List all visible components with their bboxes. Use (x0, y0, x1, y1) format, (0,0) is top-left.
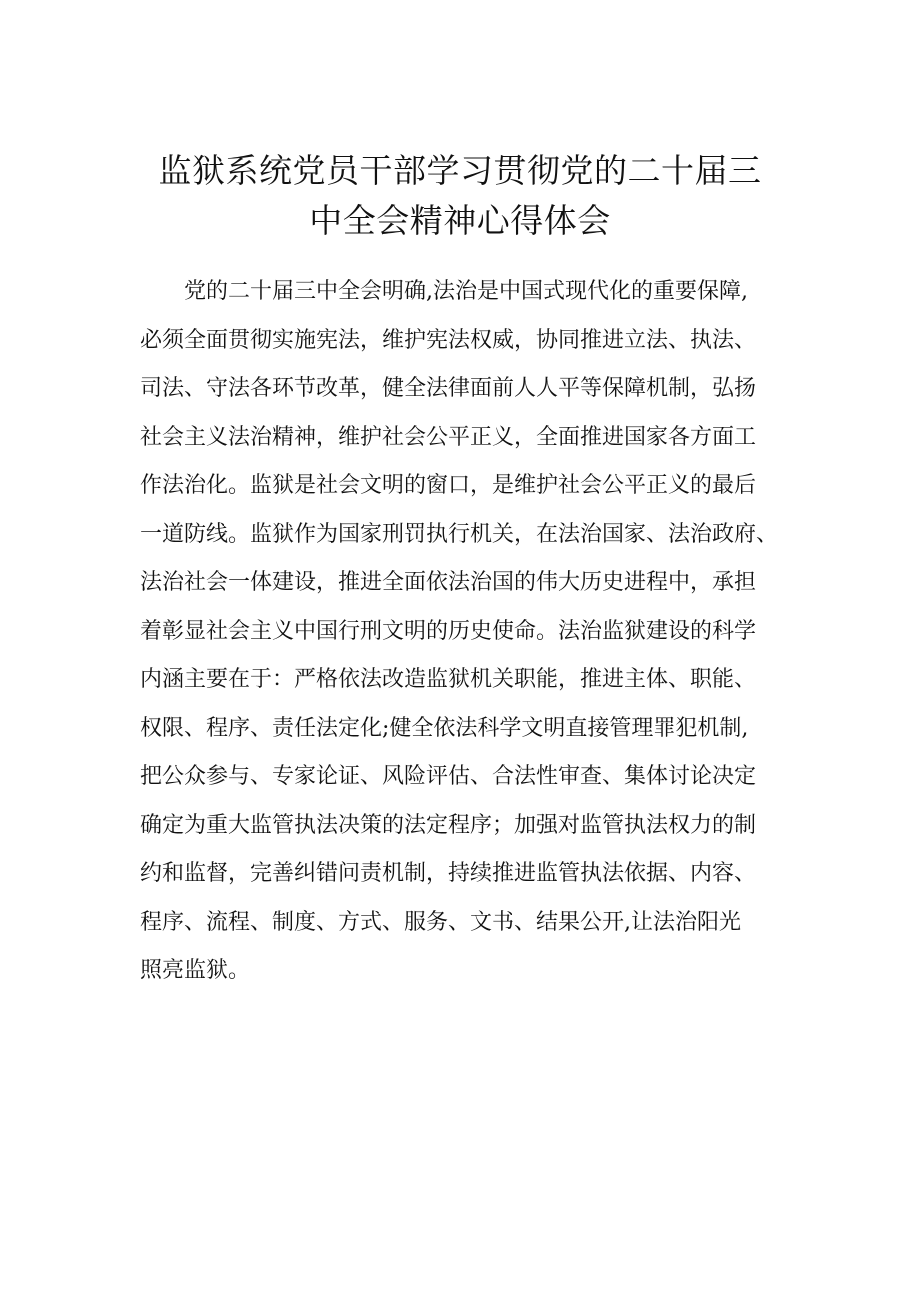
body-line: 内涵主要在于：严格依法改造监狱机关职能，推进主体、职能、 (140, 667, 757, 692)
body-line: 程序、流程、制度、方式、服务、文书、结果公开,让法治阳光 (140, 909, 741, 935)
title-line: 中全会精神心得体会 (309, 201, 611, 240)
title-line: 监狱系统党员干部学习贯彻党的二十届三 (158, 151, 762, 190)
body-line: 权限、程序、责任法定化;健全依法科学文明直接管理罪犯机制, (140, 715, 749, 741)
document-title (120, 146, 800, 246)
body-line: 司法、守法各环节改革，健全法律面前人人平等保障机制，弘扬 (140, 376, 757, 401)
body-line: 一道防线。监狱作为国家刑罚执行机关，在法治国家、法治政府、 (140, 521, 779, 547)
body-line: 把公众参与、专家论证、风险评估、合法性审查、集体讨论决定 (140, 764, 757, 789)
body-line: 确定为重大监管执法决策的法定程序；加强对监管执法权力的制 (140, 812, 757, 838)
body-line: 法治社会一体建设，推进全面依法治国的伟大历史进程中，承担 (140, 570, 757, 595)
body-line: 作法治化。监狱是社会文明的窗口，是维护社会公平正义的最后 (140, 473, 757, 498)
body-line: 社会主义法治精神，维护社会公平正义，全面推进国家各方面工 (140, 424, 757, 450)
body-line: 党的二十届三中全会明确,法治是中国式现代化的重要保障, (140, 279, 748, 304)
body-line: 照亮监狱。 (140, 958, 251, 983)
body-line: 必须全面贯彻实施宪法，维护宪法权威，协同推进立法、执法、 (140, 327, 757, 353)
body-paragraph (140, 268, 800, 996)
body-line: 着彰显社会主义中国行刑文明的历史使命。法治监狱建设的科学 (140, 618, 757, 644)
body-line: 约和监督，完善纠错问责机制，持续推进监管执法依据、内容、 (140, 861, 757, 886)
